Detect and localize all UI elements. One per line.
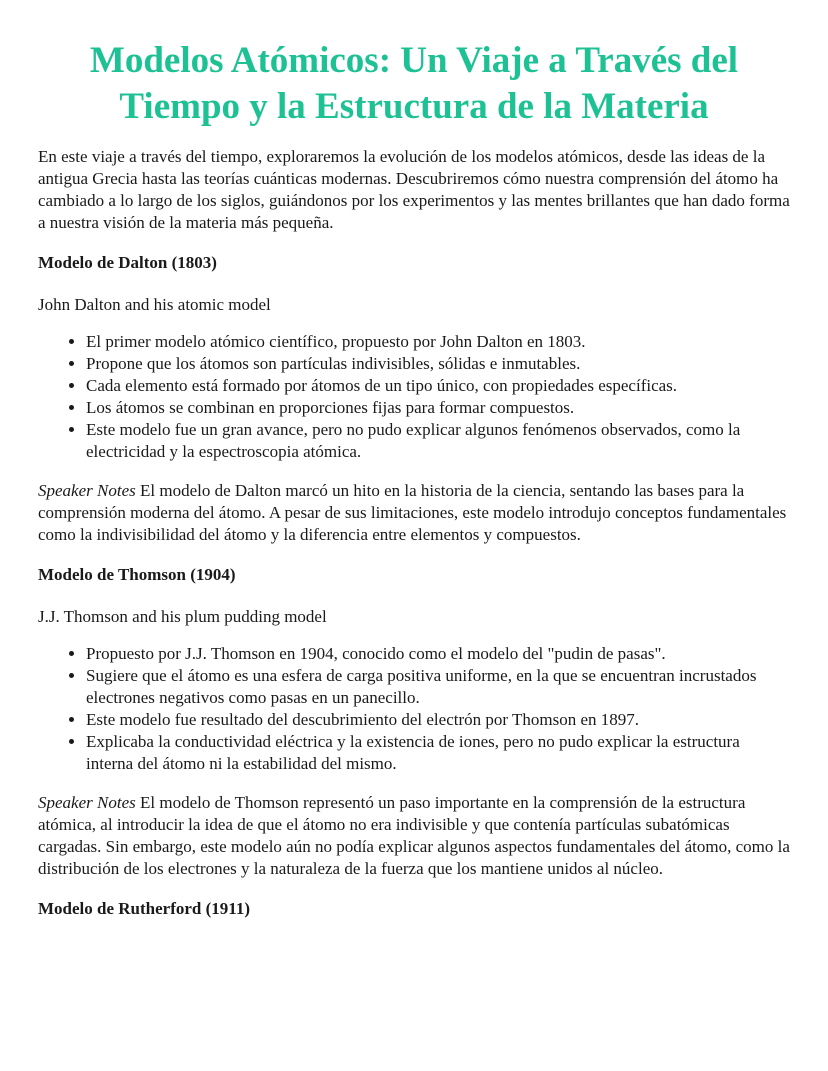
list-item: • Explicaba la conductividad eléctrica y la existencia de iones, pero no pudo explicar la estructura interna del átomo ni la estabilidad del mismo.: [86, 731, 790, 775]
dalton-heading: Modelo de Dalton (1803): [38, 253, 217, 272]
page-title: Modelos Atómicos: Un Viaje a Través del Tiempo y la Estructura de la Materia: [89, 40, 739, 127]
dalton-caption: John Dalton and his atomic model: [38, 295, 271, 314]
list-item: • Cada elemento está formado por átomos de un tipo único, con propiedades específicas.: [86, 375, 790, 397]
dalton-bullet-list: [38, 331, 790, 463]
rutherford-heading: Modelo de Rutherford (1911): [38, 899, 251, 918]
thomson-speaker-notes: [38, 792, 790, 880]
list-item: • Este modelo fue resultado del descubrimiento del electrón por Thomson en 1897.: [86, 709, 790, 731]
dalton-speaker-notes: [38, 480, 790, 546]
list-item: • Este modelo fue un gran avance, pero no pudo explicar algunos fenómenos observados, como la electricidad y la espectroscopia atómica.: [86, 419, 790, 463]
list-item: • Los átomos se combinan en proporciones fijas para formar compuestos.: [86, 397, 790, 419]
thomson-caption: J.J. Thomson and his plum pudding model: [38, 607, 327, 626]
thomson-heading: Modelo de Thomson (1904): [38, 565, 236, 584]
list-item: • Propuesto por J.J. Thomson en 1904, conocido como el modelo del "pudin de pasas".: [86, 643, 790, 665]
thomson-bullet-list: [38, 643, 790, 775]
list-item: • Propone que los átomos son partículas indivisibles, sólidas e inmutables.: [86, 353, 790, 375]
speaker-notes-label: Speaker Notes: [38, 481, 136, 500]
speaker-notes-text: El modelo de Dalton marcó un hito en la historia de la ciencia, sentando las bases para la comprensión moderna del átomo. A pesar de sus limitaciones, este modelo introdujo conceptos fundamentales como la indivisibilidad del átomo y la diferencia entre elementos y compuestos.: [38, 481, 787, 544]
list-item: • Sugiere que el átomo es una esfera de carga positiva uniforme, en la que se encuentran incrustados electrones negativos como pasas en un panecillo.: [86, 665, 790, 709]
list-item: • El primer modelo atómico científico, propuesto por John Dalton en 1803.: [86, 331, 790, 353]
speaker-notes-text: El modelo de Thomson representó un paso importante en la comprensión de la estructura atómica, al introducir la idea de que el átomo no era indivisible y que contenía partículas subatómicas cargadas. Sin embargo, este modelo aún no podía explicar algunos aspectos fundamentales del átomo, como la distribución de los electrones y la naturaleza de la fuerza que los mantiene unidos al núcleo.: [38, 793, 790, 878]
intro-paragraph: En este viaje a través del tiempo, exploraremos la evolución de los modelos atómicos, desde las ideas de la antigua Grecia hasta las teorías cuánticas modernas. Descubriremos cómo nuestra comprensión del átomo ha cambiado a lo largo de los siglos, guiándonos por los experimentos y las mentes brillantes que han dado forma a nuestra visión de la materia más pequeña.: [38, 147, 790, 232]
speaker-notes-label: Speaker Notes: [38, 793, 136, 812]
